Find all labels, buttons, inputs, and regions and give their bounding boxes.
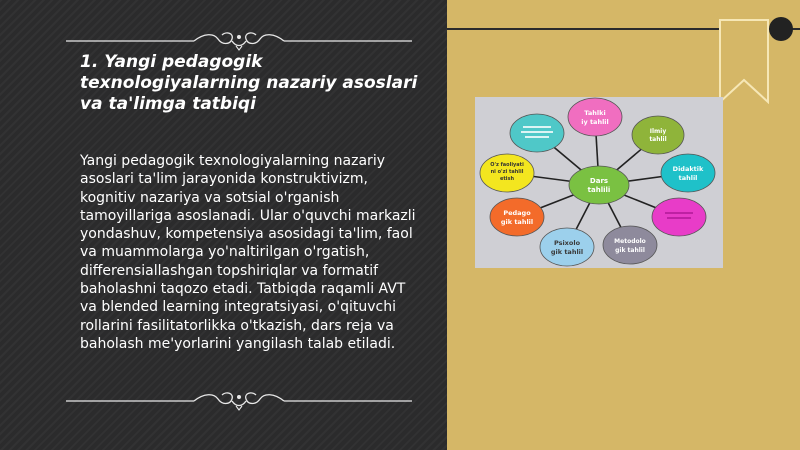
node-tahlikiy-line1: Tahlki — [584, 109, 606, 117]
node-center-line2: tahlili — [587, 186, 611, 194]
node-tahlikiy — [568, 98, 622, 136]
node-ozfaoliyat-line2: ni o'zi tahlil — [490, 169, 524, 175]
node-ilmiy-line1: Ilmiy — [649, 128, 667, 135]
node-psixologik-line2: gik tahlil — [550, 248, 584, 256]
bookmark-icon — [718, 18, 770, 104]
slide-body-text: Yangi pedagogik texnologiyalarning nazariy asoslari ta'lim jarayonida konstruktivizm, kognitiv nazariya va sotsial o'rganish tamoyillariga asoslanadi. Ular o'quvchi markazli yondashuv, kompetensiya asosidagi ta'lim, faol va muammolarga yo'naltirilgan o'rgatish, differensiallashgan topshiriqlar va formatif baholashni taqozo etadi. Tatbiqda raqamli AVT va blended learning integratsiyasi, o'qituvchi rollarini fasilitatorlikka o'tkazish, dars reja va baholash me'yorlarini yangilash talab etiladi. — [80, 153, 416, 352]
node-pedagogik-line1: Pedago — [503, 209, 531, 217]
node-pedagogik-line2: gik tahlil — [500, 218, 534, 226]
node-ilmiy-line2: tahlil — [649, 136, 667, 143]
node-metodologik-line1: Metodolo — [614, 238, 646, 245]
node-metodologik-line2: gik tahlil — [615, 247, 645, 254]
node-ilmiy — [632, 116, 684, 154]
node-didaktik-line2: tahlil — [678, 174, 698, 182]
node-center — [569, 166, 629, 204]
node-pedagogik — [490, 198, 544, 236]
lesson-analysis-diagram — [475, 97, 723, 268]
corner-dot — [769, 17, 793, 41]
node-center-line1: Dars — [589, 177, 609, 185]
ornament-divider-top — [66, 31, 412, 51]
node-psixologik — [540, 228, 594, 266]
node-psixologik-line1: Psixolo — [553, 239, 581, 247]
slide-title: 1. Yangi pedagogik texnologiyalarning nazariy asoslari va ta'limga tatbiqi — [80, 52, 418, 114]
node-tahlikiy-line2: iy tahlil — [581, 118, 609, 126]
node-ozfaoliyat-line1: O'z faoliyati — [490, 162, 524, 168]
node-metodologik — [603, 226, 657, 264]
node-ozfaoliyat-line3: etish — [499, 176, 515, 182]
ornament-divider-bottom — [66, 391, 412, 411]
node-didaktik-line1: Didaktik — [672, 165, 704, 173]
node-didaktik — [661, 154, 715, 192]
